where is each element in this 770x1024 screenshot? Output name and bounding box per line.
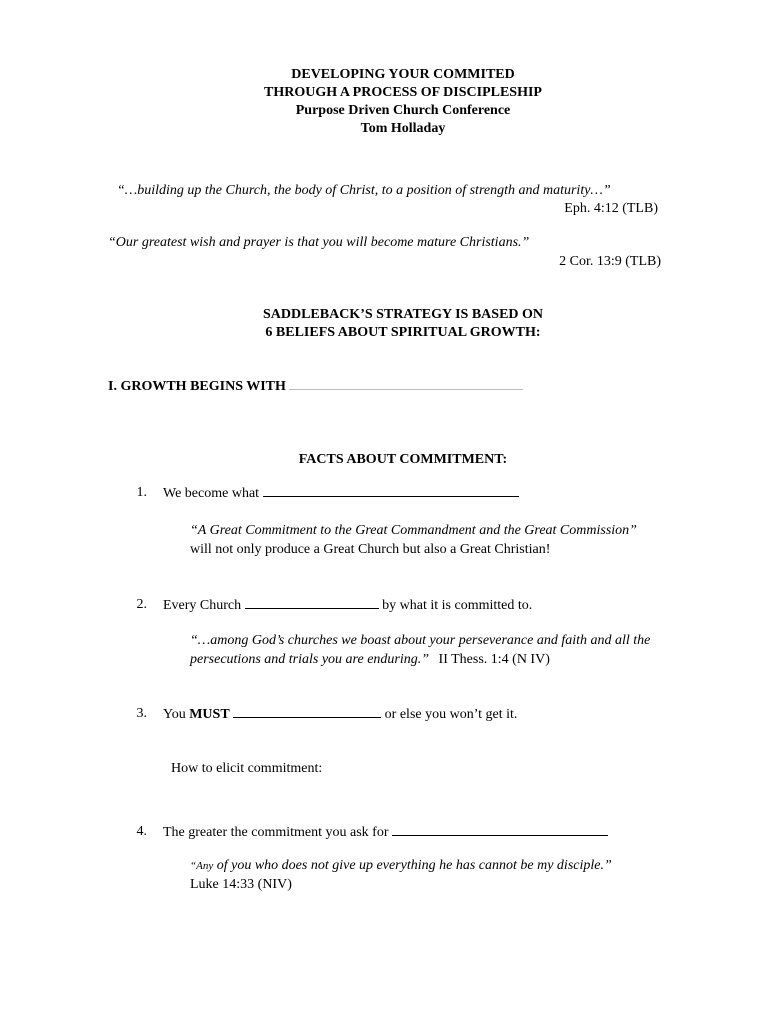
item-2-before: Every Church	[163, 598, 242, 613]
title-line-1: DEVELOPING YOUR COMMITED	[291, 67, 515, 82]
section-one-label: I. GROWTH BEGINS WITH	[108, 379, 286, 394]
item-2-quote-italic: persecutions and trials you are enduring.”	[190, 652, 430, 667]
strategy-heading-line-1: SADDLEBACK’S STRATEGY IS BASED ON	[262, 307, 544, 322]
item-4-text	[163, 824, 608, 841]
item-1-blank	[263, 485, 519, 497]
item-4-before: The greater the commitment you ask for	[163, 825, 389, 840]
item-2-after: by what it is committed to.	[382, 598, 533, 613]
item-4-quote-ref: Luke 14:33 (NIV)	[190, 877, 292, 892]
item-4-blank	[392, 824, 608, 836]
item-3-number: 3.	[136, 706, 147, 721]
quote-eph-text: “…building up the Church, the body of Christ, to a position of strength and maturity…”	[117, 183, 611, 198]
item-1-number: 1.	[136, 485, 147, 500]
quote-cor-text: “Our greatest wish and prayer is that you will become mature Christians.”	[108, 235, 530, 250]
item-3-blank	[233, 706, 381, 718]
item-2-text	[163, 597, 532, 614]
item-4-quote-lead: “Any	[190, 860, 214, 872]
section-one-blank	[289, 378, 523, 390]
author-name: Tom Holladay	[360, 121, 446, 136]
title-line-2: THROUGH A PROCESS OF DISCIPLESHIP	[264, 85, 542, 100]
item-4-number: 4.	[136, 824, 147, 839]
item-2-quote-ref: II Thess. 1:4 (N IV)	[438, 652, 550, 667]
subtitle-conference: Purpose Driven Church Conference	[295, 103, 511, 118]
item-1-before: We become what	[163, 486, 260, 501]
item-2-quote-line-1: “…among God’s churches we boast about your perseverance and faith and all the	[190, 633, 651, 648]
item-3-before: You	[163, 707, 186, 722]
item-1-quote-plain: will not only produce a Great Church but also a Great Christian!	[190, 542, 551, 557]
item-2-number: 2.	[136, 597, 147, 612]
facts-heading: FACTS ABOUT COMMITMENT:	[298, 452, 508, 467]
item-3-after: or else you won’t get it.	[384, 707, 518, 722]
item-2-blank	[245, 597, 379, 609]
item-2-quote-line-2	[190, 652, 550, 668]
quote-cor-ref: 2 Cor. 13:9 (TLB)	[559, 254, 661, 269]
elicit-commitment-label: How to elicit commitment:	[171, 761, 323, 776]
item-4-quote-rest: of you who does not give up everything he has cannot be my disciple.”	[216, 858, 612, 873]
item-3-bold: MUST	[189, 707, 230, 722]
item-3-text	[163, 706, 517, 723]
quote-eph-ref: Eph. 4:12 (TLB)	[564, 201, 658, 216]
item-1-quote-italic: “A Great Commitment to the Great Commandment and the Great Commission”	[190, 523, 637, 538]
item-4-quote	[190, 858, 612, 874]
section-one-heading	[108, 378, 523, 395]
item-1-text	[163, 485, 519, 502]
strategy-heading-line-2: 6 BELIEFS ABOUT SPIRITUAL GROWTH:	[265, 325, 541, 340]
